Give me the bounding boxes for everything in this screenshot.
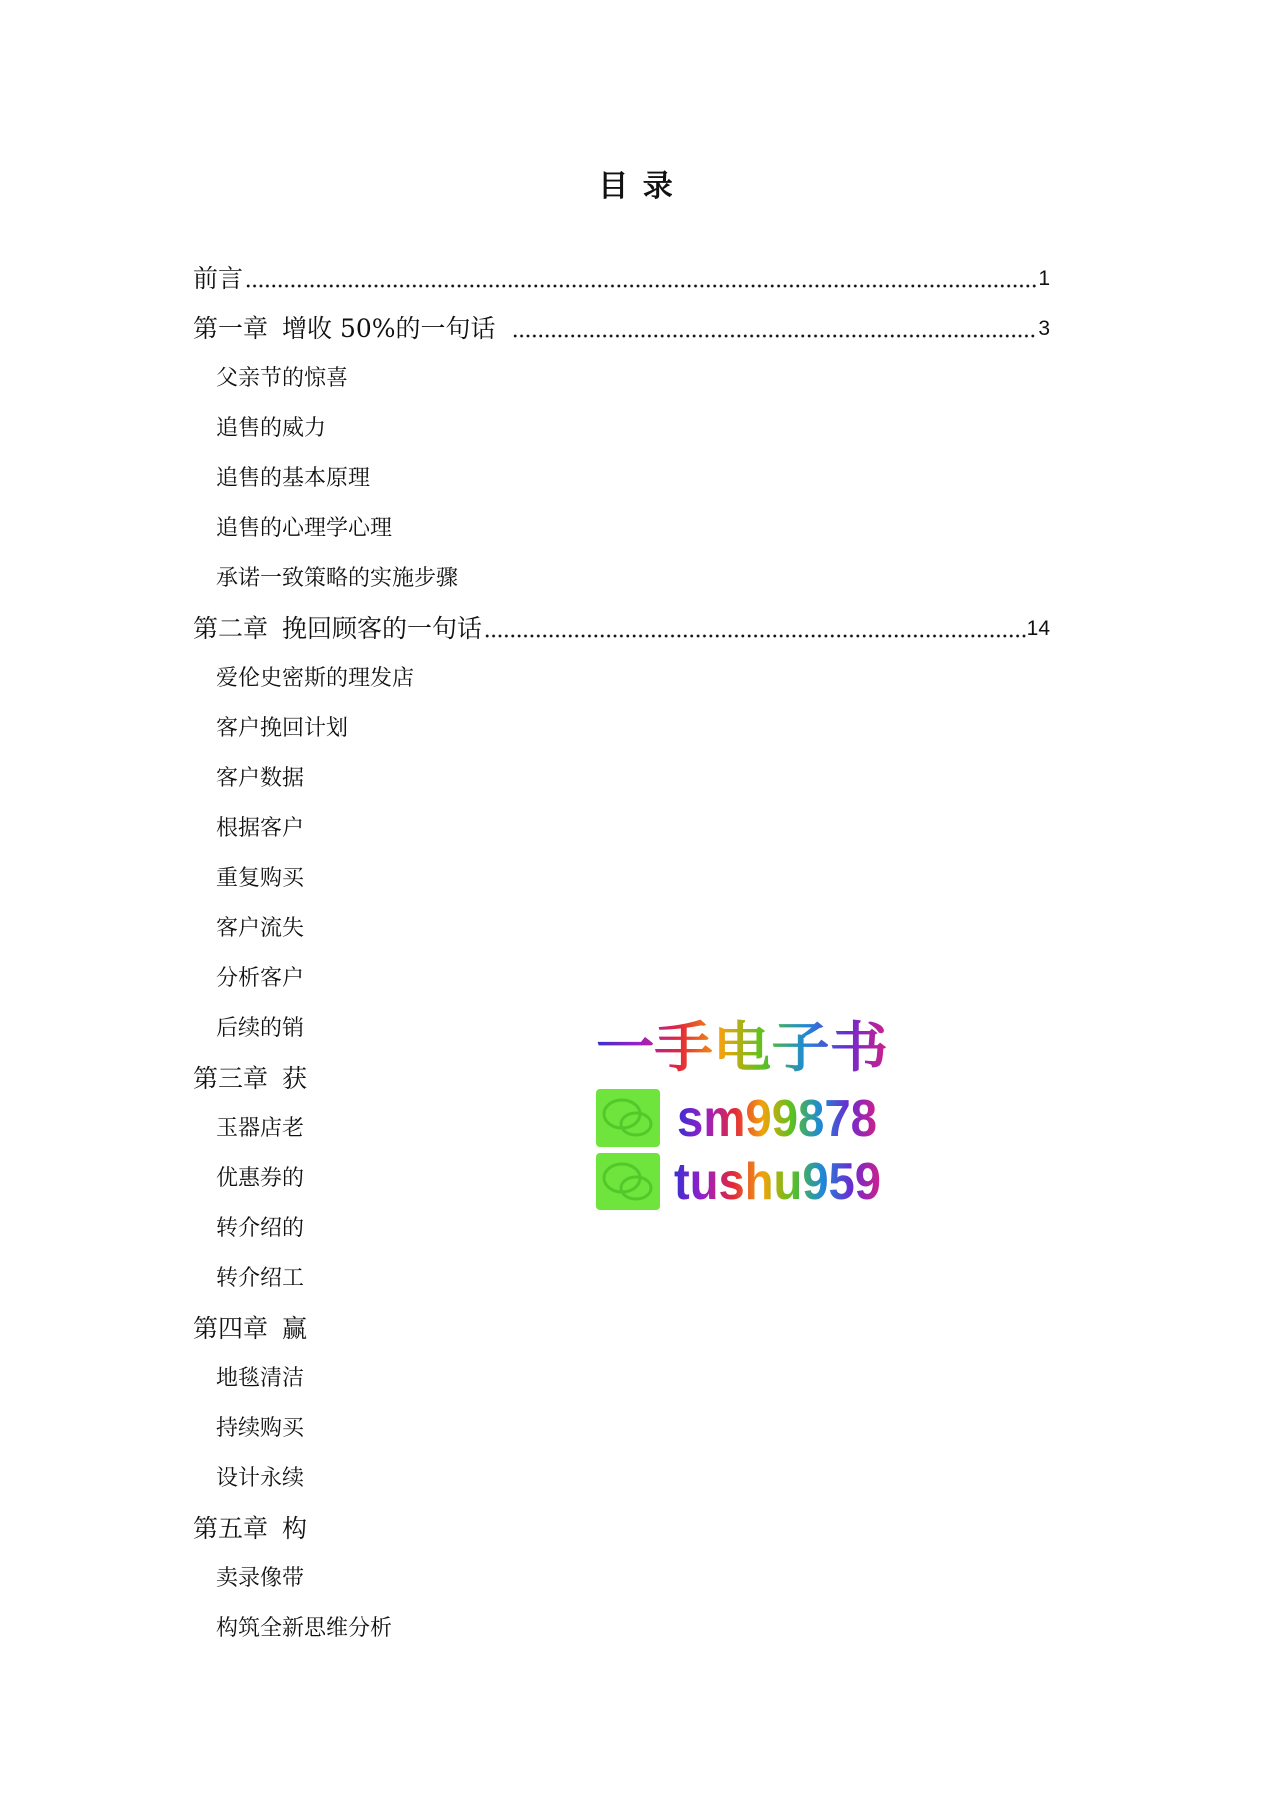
section-title: 客户数据 bbox=[216, 766, 305, 791]
page-title: 目 录 bbox=[598, 169, 675, 204]
toc-chapter-1 bbox=[193, 304, 1050, 354]
toc-section bbox=[193, 904, 1050, 954]
section-title: 根据客户 bbox=[216, 816, 305, 841]
section-title: 客户挽回计划 bbox=[216, 716, 349, 741]
chapter-title: 挽回顾客的一句话 bbox=[282, 614, 483, 643]
section-title: 地毯清洁 bbox=[216, 1366, 305, 1391]
table-of-contents bbox=[193, 254, 1050, 1654]
section-title: 追售的威力 bbox=[216, 416, 327, 441]
section-title: 卖录像带 bbox=[216, 1566, 305, 1591]
toc-section bbox=[193, 804, 1050, 854]
toc-chapter-4 bbox=[193, 1304, 1050, 1354]
toc-section bbox=[193, 554, 1050, 604]
toc-chapter-2 bbox=[193, 604, 1050, 654]
dot-leader bbox=[245, 254, 1037, 304]
section-title: 玉器店老 bbox=[216, 1116, 305, 1141]
section-title: 分析客户 bbox=[216, 966, 305, 991]
toc-chapter-5 bbox=[193, 1504, 1050, 1554]
page-number: 3 bbox=[1038, 317, 1050, 340]
chapter-title: 增收 50%的一句话 bbox=[282, 314, 496, 343]
chapter-title: 构 bbox=[282, 1514, 308, 1543]
toc-section bbox=[193, 354, 1050, 404]
section-title: 重复购买 bbox=[216, 866, 305, 891]
chapter-title: 获 bbox=[282, 1064, 308, 1093]
toc-section bbox=[193, 954, 1050, 1004]
section-title: 设计永续 bbox=[216, 1466, 305, 1491]
toc-entry-preface bbox=[193, 254, 1050, 304]
section-title: 持续购买 bbox=[216, 1416, 305, 1441]
toc-section bbox=[193, 504, 1050, 554]
chapter-title: 赢 bbox=[282, 1314, 308, 1343]
chapter-number: 第五章 bbox=[193, 1514, 269, 1543]
chapter-number: 第一章 bbox=[193, 314, 269, 343]
section-title: 追售的基本原理 bbox=[216, 466, 371, 491]
chapter-number: 第二章 bbox=[193, 614, 269, 643]
toc-section bbox=[193, 1254, 1050, 1304]
section-title: 转介绍工 bbox=[216, 1266, 305, 1291]
toc-section bbox=[193, 654, 1050, 704]
preface-title: 前言 bbox=[193, 264, 244, 293]
watermark bbox=[590, 1010, 900, 1222]
section-title: 转介绍的 bbox=[216, 1216, 305, 1241]
section-title: 父亲节的惊喜 bbox=[216, 366, 349, 391]
watermark-contact-id: sm99878 bbox=[677, 1090, 877, 1148]
toc-section bbox=[193, 1354, 1050, 1404]
toc-section bbox=[193, 1454, 1050, 1504]
section-title: 构筑全新思维分析 bbox=[216, 1616, 393, 1641]
section-title: 追售的心理学心理 bbox=[216, 516, 393, 541]
page-number: 1 bbox=[1038, 267, 1050, 290]
toc-section bbox=[193, 404, 1050, 454]
toc-section bbox=[193, 1404, 1050, 1454]
section-title: 客户流失 bbox=[216, 916, 305, 941]
toc-section bbox=[193, 854, 1050, 904]
toc-section bbox=[193, 1554, 1050, 1604]
chapter-number: 第四章 bbox=[193, 1314, 269, 1343]
wechat-icon bbox=[596, 1089, 660, 1147]
page-number: 14 bbox=[1026, 617, 1050, 640]
dot-leader bbox=[484, 604, 1026, 654]
section-title: 后续的销 bbox=[216, 1016, 305, 1041]
dot-leader bbox=[512, 304, 1038, 354]
watermark-brand: 一手电子书 bbox=[596, 1016, 888, 1079]
section-title: 优惠券的 bbox=[216, 1166, 305, 1191]
section-title: 承诺一致策略的实施步骤 bbox=[216, 566, 459, 591]
wechat-icon bbox=[596, 1153, 660, 1210]
chapter-number: 第三章 bbox=[193, 1064, 269, 1093]
watermark-contact-id: tushu959 bbox=[674, 1153, 881, 1211]
toc-section bbox=[193, 754, 1050, 804]
toc-section bbox=[193, 454, 1050, 504]
toc-section bbox=[193, 704, 1050, 754]
toc-section bbox=[193, 1604, 1050, 1654]
section-title: 爱伦史密斯的理发店 bbox=[216, 666, 415, 691]
